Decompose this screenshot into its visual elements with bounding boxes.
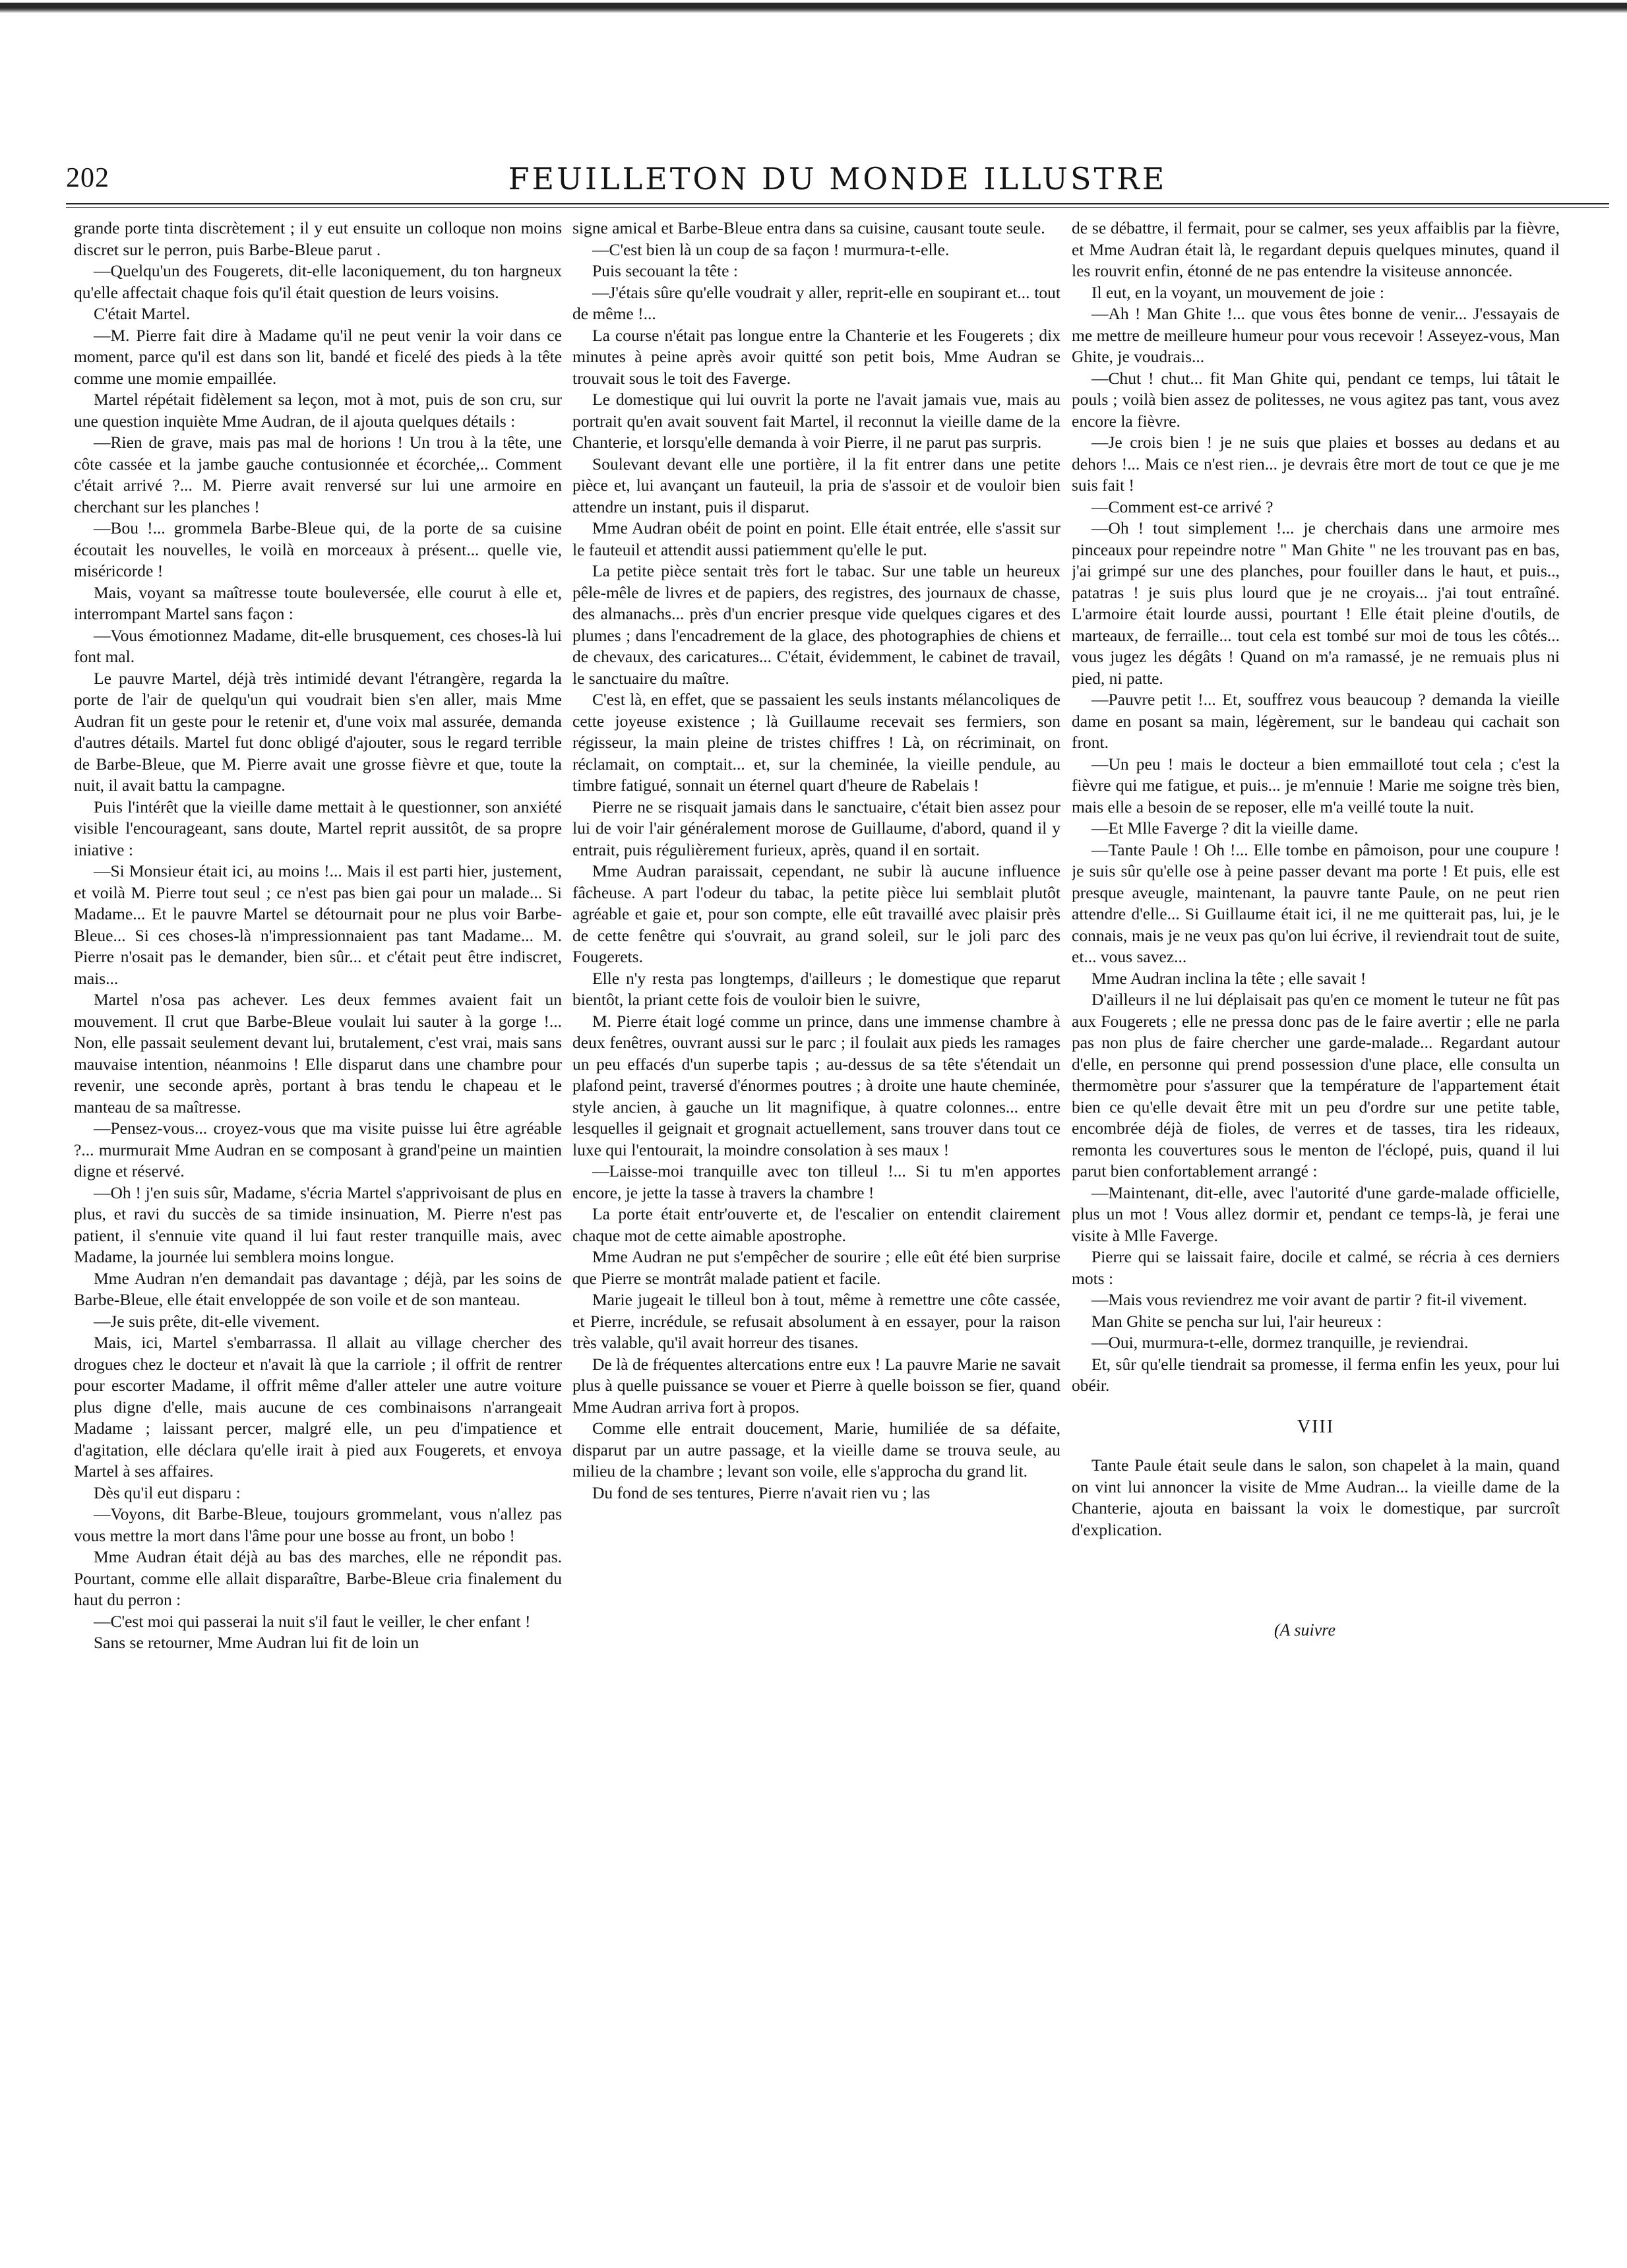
paragraph: M. Pierre était logé comme un prince, dans une immense chambre à deux fenêtres, ouvrant aussi sur le parc ; il foulait aux pieds les ramages un peu effacés d'un superbe tapis ; au-dessus de sa tête s'étendait un plafond peint, traversé d'énormes poutres ; à droite une haute cheminée, style ancien, à gauche un lit magnifique, à quatre colonnes... entre lesquelles il geignait et grognait actuellement, sans trouver dans tout ce luxe qui l'entourait, la moindre consolation à ses maux ! (572, 1011, 1060, 1159)
paragraph: Mme Audran était déjà au bas des marches, elle ne répondit pas. Pourtant, comme elle allait disparaître, Barbe-Bleue cria finalement du haut du perron : (74, 1547, 562, 1609)
paragraph: —Quelqu'un des Fougerets, dit-elle laconiquement, du ton hargneux qu'elle affectait chaque fois qu'il était question de leurs voisins. (74, 261, 562, 302)
paragraph: —Ah ! Man Ghite !... que vous êtes bonne de venir... J'essayais de me mettre de meilleure humeur pour vous recevoir ! Asseyez-vous, Man Ghite, je voudrais... (1072, 304, 1560, 366)
paragraph: Mme Audran n'en demandait pas davantage ; déjà, par les soins de Barbe-Bleue, elle était enveloppée de son voile et de son manteau. (74, 1268, 562, 1309)
paragraph: Et, sûr qu'elle tiendrait sa promesse, il ferma enfin les yeux, pour lui obéir. (1072, 1354, 1560, 1395)
paragraph: —Pauvre petit !... Et, souffrez vous beaucoup ? demanda la vieille dame en posant sa main, légèrement, sur le bandeau qui cachait son front. (1072, 690, 1560, 752)
page-title: FEUILLETON DU MONDE ILLUSTRE (508, 161, 1167, 197)
paragraph: D'ailleurs il ne lui déplaisait pas qu'en ce moment le tuteur ne fût pas aux Fougerets ; elle ne pressa donc pas de le faire avertir ; elle ne parla pas non plus de faire chercher une garde-malade... Regardant autour d'elle, en personne qui prend possession d'une place, elle consulta un thermomètre pour s'assurer que la température de l'appartement était bien ce qu'elle devait être mit un peu d'ordre sur une petite table, encombrée déjà de fioles, de verres et de tasses, tira les rideaux, remonta les couvertures sous le menton de l'éclopé, puis, quand il lui parut bien confortablement arrangé : (1072, 990, 1560, 1180)
paragraph: —M. Pierre fait dire à Madame qu'il ne peut venir la voir dans ce moment, parce qu'il est dans son lit, bandé et ficelé des pieds à la tête comme une momie empaillée. (74, 325, 562, 388)
paragraph: —Rien de grave, mais pas mal de horions ! Un trou à la tête, une côte cassée et la jambe gauche contusionnée et écorchée,.. Comment c'était arrivé ?... M. Pierre avait renversé sur lui une armoire en cherchant sur les planches ! (74, 433, 562, 516)
paragraph: Elle n'y resta pas longtemps, d'ailleurs ; le domestique que reparut bientôt, la priant cette fois de vouloir bien le suivre, (572, 968, 1060, 1009)
paragraph: Du fond de ses tentures, Pierre n'avait rien vu ; las (592, 1483, 931, 1502)
paragraph: Comme elle entrait doucement, Marie, humiliée de sa défaite, disparut par un autre passage, et la vieille dame se trouva seule, au milieu de la chambre ; levant son voile, elle s'approcha du grand lit. (572, 1419, 1060, 1481)
paragraph: Puis l'intérêt que la vieille dame mettait à le questionner, son anxiété visible l'encourageant, sans doute, Martel reprit aussitôt, de sa propre iniative : (74, 797, 562, 859)
paragraph: Man Ghite se pencha sur lui, l'air heureux : (1091, 1311, 1382, 1331)
paragraph: signe amical et Barbe-Bleue entra dans sa cuisine, causant toute seule. (572, 218, 1045, 237)
paragraph: —Je crois bien ! je ne suis que plaies et bosses au dedans et au dehors !... Mais ce n'est rien... je devrais être mort de tout ce que je me suis fait ! (1072, 433, 1560, 495)
page-header (66, 158, 1609, 198)
paragraph: Sans se retourner, Mme Audran lui fit de loin un (94, 1633, 419, 1652)
column-3 (1072, 218, 1560, 2222)
paragraph: Pierre qui se laissait faire, docile et calmé, se récria à ces derniers mots : (1072, 1247, 1560, 1288)
paragraph: —Voyons, dit Barbe-Bleue, toujours grommelant, vous n'allez pas vous mettre la mort dans l'âme pour une bosse au front, un bobo ! (74, 1504, 562, 1545)
paragraph: Le pauvre Martel, déjà très intimidé devant l'étrangère, regarda la porte de l'air de quelqu'un qui voudrait bien s'en aller, mais Mme Audran fit un geste pour le retenir et, d'une voix mal assurée, demanda d'autres détails. Martel fut donc obligé d'ajouter, sous le regard terrible de Barbe-Bleue, que M. Pierre avait une grosse fièvre et que, toute la nuit, il avait battu la campagne. (74, 668, 562, 795)
paragraph: —Tante Paule ! Oh !... Elle tombe en pâmoison, pour une coupure ! je suis sûr qu'elle ose à peine passer devant ma porte ! Et puis, elle est presque aveugle, maintenant, la pauvre tante Paule, on ne peut rien attendre d'elle... Si Guillaume était ici, il ne me quitterait pas, lui, je le connais, mais je ne veux pas qu'on lui écrive, il reviendrait tout de suite, et... vous savez... (1072, 840, 1560, 966)
paragraph: —Oh ! j'en suis sûr, Madame, s'écria Martel s'apprivoisant de plus en plus, et ravi du succès de sa timide insinuation, M. Pierre n'est pas patient, il s'ennuie vite quand il lui faut rester tranquille mais, avec Madame, la journée lui semblera moins longue. (74, 1182, 562, 1266)
paragraph: —C'est moi qui passerai la nuit s'il faut le veiller, le cher enfant ! (94, 1611, 531, 1631)
paragraph: Martel n'osa pas achever. Les deux femmes avaient fait un mouvement. Il crut que Barbe-Bleue voulait lui sauter à la gorge !... Non, elle passait seulement devant lui, brutalement, c'est vrai, mais sans mauvaise intention, néanmoins ! Elle disparut dans une chambre pour revenir, une seconde après, portant à bras tendu le chapeau et le manteau de sa maîtresse. (74, 990, 562, 1117)
paragraph: —Bou !... grommela Barbe-Bleue qui, de la porte de sa cuisine écoutait les nouvelles, le voilà en morceaux à présent... quelle vie, miséricorde ! (74, 518, 562, 580)
section-heading: VIII (1297, 1416, 1335, 1437)
paragraph: —C'est bien là un coup de sa façon ! murmura-t-elle. (592, 239, 950, 259)
paragraph: Mme Audran obéit de point en point. Elle était entrée, elle s'assit sur le fauteuil et attendit aussi patiemment qu'elle le put. (572, 518, 1060, 559)
paragraph: Marie jugeait le tilleul bon à tout, même à remettre une côte cassée, et Pierre, incrédule, se refusait absolument à en essayer, pour la raison très valable, qu'il avait horreur des tisanes. (572, 1290, 1060, 1352)
paragraph: Mme Audran inclina la tête ; elle savait ! (1091, 968, 1366, 988)
paragraph: —Je suis prête, dit-elle vivement. (94, 1311, 320, 1331)
paragraph: —Vous émotionnez Madame, dit-elle brusquement, ces choses-là lui font mal. (74, 625, 562, 666)
paragraph: —Oui, murmura-t-elle, dormez tranquille, je reviendrai. (1091, 1333, 1469, 1352)
paragraph: Soulevant devant elle une portière, il la fit entrer dans une petite pièce et, lui avançant un fauteuil, la pria de s'assoir et de vouloir bien attendre un instant, puis il disparut. (572, 454, 1060, 516)
paragraph: —Et Mlle Faverge ? dit la vieille dame. (1091, 818, 1359, 838)
paragraph: grande porte tinta discrètement ; il y eut ensuite un colloque non moins discret sur le perron, puis Barbe-Bleue parut . (74, 218, 562, 259)
paragraph: La course n'était pas longue entre la Chanterie et les Fougerets ; dix minutes à peine après avoir quitté son petit bois, Mme Audran se trouvait sous le toit des Faverge. (572, 325, 1060, 388)
paragraph: —Mais vous reviendrez me voir avant de partir ? fit-il vivement. (1091, 1290, 1527, 1309)
paragraph: —Laisse-moi tranquille avec ton tilleul !... Si tu m'en apportes encore, je jette la tasse à travers la chambre ! (572, 1161, 1060, 1202)
paragraph: de se débattre, il fermait, pour se calmer, ses yeux affaiblis par la fièvre, et Mme Audran était là, le regardant depuis quelques minutes, quand il les rouvrit enfin, étonné de ne pas entendre la visiteuse annoncée. (1072, 218, 1560, 280)
paragraph: Dès qu'il eut disparu : (94, 1483, 241, 1502)
paragraph: —Chut ! chut... fit Man Ghite qui, pendant ce temps, lui tâtait le pouls ; voilà bien assez de politesses, ne vous agitez pas tant, vous avez encore la fièvre. (1072, 368, 1560, 431)
paragraph: De là de fréquentes altercations entre eux ! La pauvre Marie ne savait plus à quelle puissance se vouer et Pierre à quelle boisson se fier, quand Mme Audran arriva fort à propos. (572, 1354, 1060, 1417)
paragraph: —Comment est-ce arrivé ? (1091, 497, 1274, 516)
paragraph: —Pensez-vous... croyez-vous que ma visite puisse lui être agréable ?... murmurait Mme Audran en se composant à grand'peine un maintien digne et réservé. (74, 1119, 562, 1180)
paragraph: Mme Audran ne put s'empêcher de sourire ; elle eût été bien surprise que Pierre se montrât malade patient et facile. (572, 1247, 1060, 1288)
paragraph: —Oh ! tout simplement !... je cherchais dans une armoire mes pinceaux pour repeindre notre " Man Ghite " ne les trouvant pas en bas, j'ai grimpé sur une des planches, pour fouiller dans le haut, et puis.., patatras ! je suis plus lourd que je ne croyais... j'ai tout entraîné. L'armoire était lourde aussi, pourtant ! Elle était pleine d'outils, de marteaux, de ferraille... tout cela est tombé sur moi de tous les côtés... vous jugez les dégâts ! Quand on m'a ramassé, je ne remuais plus ni pied, ni patte. (1072, 518, 1560, 688)
paragraph: Tante Paule était seule dans le salon, son chapelet à la main, quand on vint lui annoncer la visite de Mme Audran... la vieille dame de la Chanterie, ajouta en baissant la voix le domestique, par surcroît d'explication. (1072, 1456, 1560, 1539)
paragraph: Puis secouant la tête : (592, 261, 738, 280)
paragraph: —J'étais sûre qu'elle voudrait y aller, reprit-elle en soupirant et... tout de même !... (572, 282, 1060, 323)
paragraph: Martel répétait fidèlement sa leçon, mot à mot, puis de son cru, sur une question inquiète Mme Audran, de il ajouta quelques détails : (74, 390, 562, 431)
paragraph: Pierre ne se risquait jamais dans le sanctuaire, c'était bien assez pour lui de voir l'air généralement morose de Guillaume, d'abord, quand il y entrait, puis régulièrement furieux, après, quand il en sortait. (572, 797, 1060, 859)
header-rule-thin (66, 207, 1609, 208)
paragraph: Mais, voyant sa maîtresse toute bouleversée, elle courut à elle et, interrompant Martel sans façon : (74, 582, 562, 623)
column-2 (572, 218, 1060, 2222)
paragraph: —Maintenant, dit-elle, avec l'autorité d'une garde-malade officielle, plus un mot ! Vous allez dormir et, pendant ce temps-là, je ferai une visite à Mlle Faverge. (1072, 1182, 1560, 1245)
paragraph: Il eut, en la voyant, un mouvement de joie : (1091, 282, 1385, 302)
paragraph: C'était Martel. (94, 304, 191, 323)
paragraph: Mme Audran paraissait, cependant, ne subir là aucune influence fâcheuse. A part l'odeur du tabac, la petite pièce lui semblait plutôt agréable et gaie et, pour son compte, elle eût travaillé avec plaisir près de cette fenêtre qui s'ouvrait, au grand soleil, sur le joli parc des Fougerets. (572, 861, 1060, 966)
header-rule (66, 203, 1609, 204)
column-1 (74, 218, 562, 2222)
to-be-continued-note: (A suivre (1274, 1620, 1335, 1640)
paragraph: La petite pièce sentait très fort le tabac. Sur une table un heureux pêle-mêle de livres et de papiers, des registres, des journaux de chasse, des almanachs... près d'un encrier presque vide quelques cigares et des plumes ; dans l'encadrement de la glace, des photographies de chiens et de chevaux, des caricatures... C'était, évidemment, le cabinet de travail, le sanctuaire du maître. (572, 561, 1060, 688)
paragraph: C'est là, en effet, que se passaient les seuls instants mélancoliques de cette joyeuse existence ; là Guillaume recevait ses fermiers, son régisseur, la main pleine de tristes chiffres ! Là, on récriminait, on réclamait, on comptait... et, sur la cheminée, la vieille pendule, au timbre fatigué, sonnait un éternel quart d'heure de Rabelais ! (572, 690, 1060, 795)
top-border-rule (0, 3, 1627, 13)
page-number: 202 (66, 163, 109, 193)
paragraph: Mais, ici, Martel s'embarrassa. Il allait au village chercher des drogues chez le docteur et n'avait là que la carriole ; il offrit de rentrer pour escorter Madame, il offrit même d'aller atteler une autre voiture plus digne d'elle, mais aucune de ces combinaisons n'arrangeait Madame ; laissant percer, malgré elle, un peu d'impatience et d'agitation, elle déclara qu'elle irait à pied aux Fougerets, et envoya Martel à ses affaires. (74, 1333, 562, 1481)
paragraph: —Si Monsieur était ici, au moins !... Mais il est parti hier, justement, et voilà M. Pierre tout seul ; ce n'est pas bien gai pour un malade... Si Madame... Et le pauvre Martel se détournait pour ne plus voir Barbe-Bleue... Si ces choses-là n'impressionnaient pas tant Madame... M. Pierre n'osait pas le demander, bien sûr... et c'était peut être indiscret, mais... (74, 861, 562, 988)
paragraph: —Un peu ! mais le docteur a bien emmailloté tout cela ; c'est la fièvre qui me fatigue, et puis... je m'ennuie ! Marie me soigne très bien, mais elle a besoin de se reposer, elle m'a veillé toute la nuit. (1072, 754, 1560, 816)
paragraph: Le domestique qui lui ouvrit la porte ne l'avait jamais vue, mais au portrait qu'en avait souvent fait Martel, il reconnut la vieille dame de la Chanterie, et lorsqu'elle demanda à voir Pierre, il ne parut pas surpris. (572, 390, 1060, 452)
paragraph: La porte était entr'ouverte et, de l'escalier on entendit clairement chaque mot de cette aimable apostrophe. (572, 1204, 1060, 1245)
